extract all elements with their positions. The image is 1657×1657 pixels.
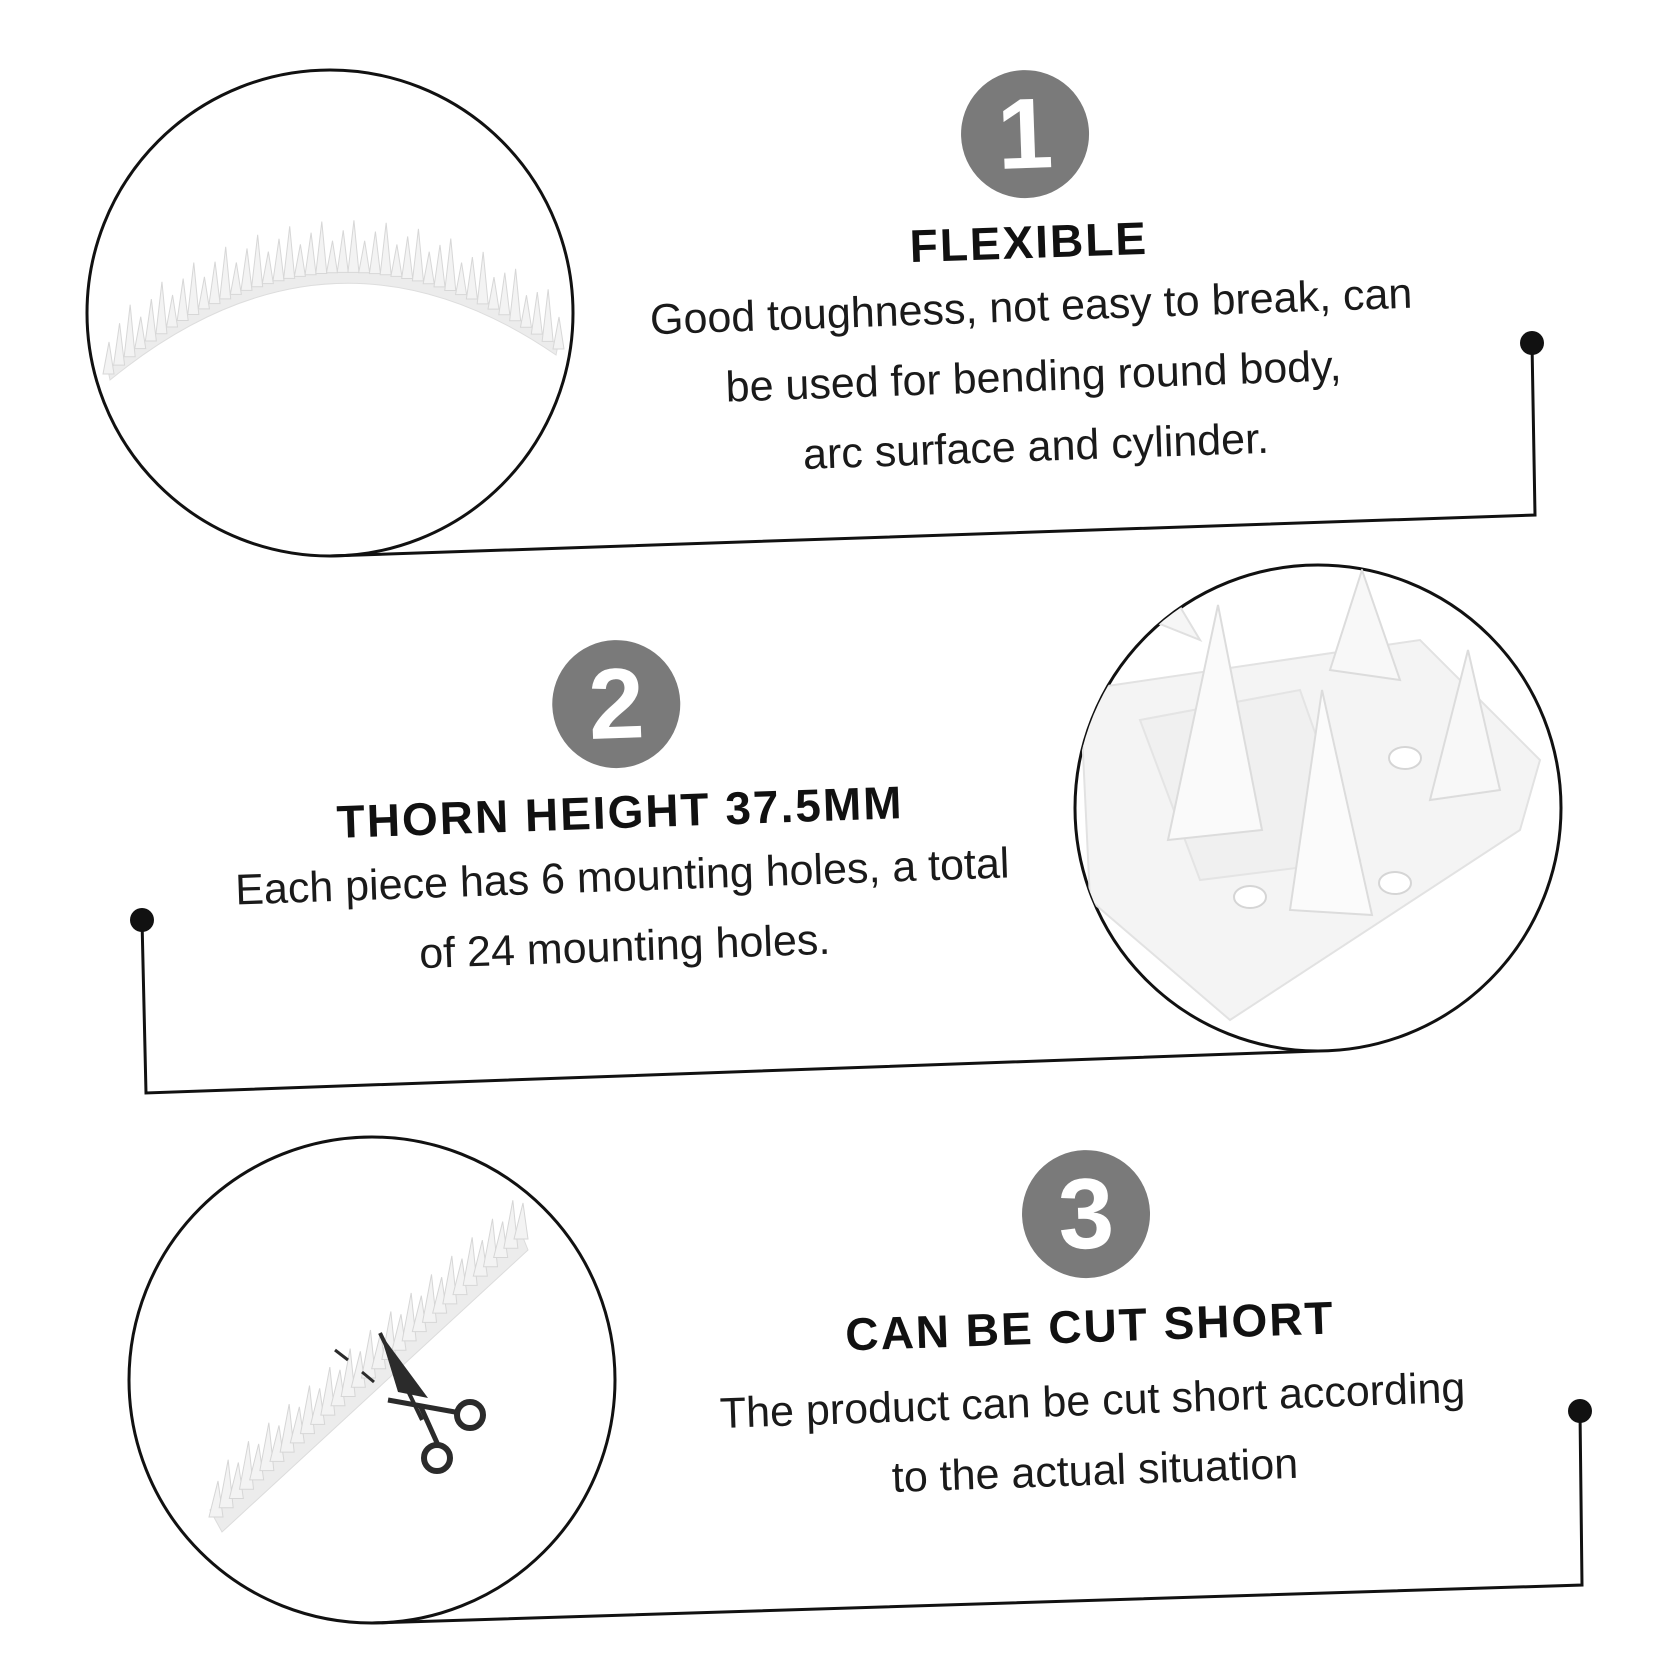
feature-1	[553, 54, 1507, 499]
feature-3-description-line: to the actual situation	[891, 1439, 1299, 1502]
feature-1-description	[560, 256, 1507, 499]
feature-1-description-line: Good toughness, not easy to break, can	[649, 269, 1413, 345]
feature-2-title: THORN HEIGHT 37.5MM	[335, 776, 905, 848]
feature-3-description-line: The product can be cut short according	[719, 1363, 1467, 1438]
feature-1-number-badge: 1	[959, 68, 1091, 200]
feature-3	[614, 1134, 1566, 1523]
feature-3-connector-dot	[1568, 1399, 1592, 1423]
feature-1-image	[87, 70, 573, 556]
feature-3-title: CAN BE CUT SHORT	[844, 1291, 1336, 1361]
feature-2-description-line: Each piece has 6 mounting holes, a total	[234, 839, 1011, 915]
feature-3-image	[129, 1137, 615, 1623]
feature-2	[144, 624, 1095, 999]
feature-1-title: FLEXIBLE	[908, 211, 1149, 273]
feature-2-description-line: of 24 mounting holes.	[418, 915, 832, 979]
feature-1-description-line: be used for bending round body,	[724, 342, 1343, 412]
feature-1-description-line: arc surface and cylinder.	[802, 414, 1270, 480]
feature-2-number-badge: 2	[550, 638, 682, 770]
feature-3-number-badge: 3	[1020, 1148, 1152, 1280]
feature-2-image	[1075, 565, 1561, 1051]
feature-2-connector-dot	[130, 908, 154, 932]
feature-1-connector-dot	[1520, 331, 1544, 355]
